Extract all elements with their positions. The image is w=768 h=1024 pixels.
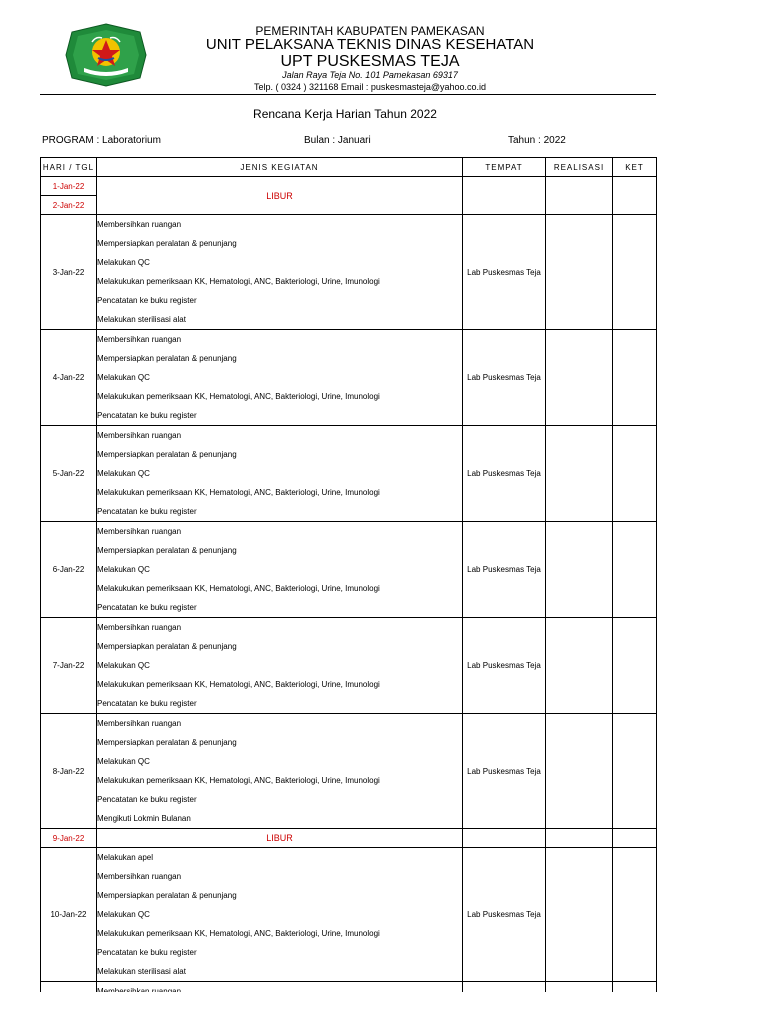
work-plan-table — [40, 157, 657, 1021]
activity-item: Mempersiapkan peralatan & penunjang — [97, 738, 237, 747]
activity-item: Melakukukan pemeriksaan KK, Hematologi, ANC, Bakteriologi, Urine, Imunologi — [97, 680, 380, 689]
activity-item: Pencatatan ke buku register — [97, 507, 197, 516]
row-realization — [546, 522, 613, 618]
holiday-label: LIBUR — [266, 833, 293, 843]
row-date: 9-Jan-22 — [41, 829, 97, 848]
row-place — [463, 177, 546, 215]
row-date: 7-Jan-22 — [41, 618, 97, 714]
header-divider — [40, 94, 656, 95]
col-note-header: KET — [613, 158, 657, 177]
row-realization — [546, 848, 613, 982]
row-place: Lab Puskesmas Teja — [463, 215, 546, 330]
row-activity — [97, 426, 463, 522]
activity-item: Melakukukan pemeriksaan KK, Hematologi, ANC, Bakteriologi, Urine, Imunologi — [97, 776, 380, 785]
row-note — [613, 714, 657, 829]
row-date: 6-Jan-22 — [41, 522, 97, 618]
activity-item: Melakukan QC — [97, 910, 150, 919]
row-realization — [546, 177, 613, 215]
row-note — [613, 177, 657, 215]
row-realization — [546, 714, 613, 829]
activity-item: Mempersiapkan peralatan & penunjang — [97, 546, 237, 555]
row-activity — [97, 177, 463, 215]
activity-item: Mempersiapkan peralatan & penunjang — [97, 642, 237, 651]
col-date-header: HARI / TGL — [41, 158, 97, 177]
document-title: Rencana Kerja Harian Tahun 2022 — [253, 107, 437, 121]
activity-item: Membersihkan ruangan — [97, 431, 182, 440]
row-place: Lab Puskesmas Teja — [463, 426, 546, 522]
table-row — [41, 829, 657, 848]
row-note — [613, 618, 657, 714]
header-address: Jalan Raya Teja No. 101 Pamekasan 69317 — [282, 70, 458, 80]
activity-item: Pencatatan ke buku register — [97, 948, 197, 957]
row-activity — [97, 714, 463, 829]
row-date: 1-Jan-22 — [41, 177, 97, 196]
activity-item: Melakukukan pemeriksaan KK, Hematologi, ANC, Bakteriologi, Urine, Imunologi — [97, 277, 380, 286]
table-row — [41, 848, 657, 982]
activity-item: Melakukan apel — [97, 853, 154, 862]
activity-item: Membersihkan ruangan — [97, 220, 182, 229]
row-note — [613, 215, 657, 330]
activity-item: Membersihkan ruangan — [97, 623, 182, 632]
activity-item: Melakukukan pemeriksaan KK, Hematologi, ANC, Bakteriologi, Urine, Imunologi — [97, 392, 380, 401]
row-realization — [546, 829, 613, 848]
activity-item: Melakukukan pemeriksaan KK, Hematologi, ANC, Bakteriologi, Urine, Imunologi — [97, 929, 380, 938]
table-row — [41, 215, 657, 330]
row-date: 2-Jan-22 — [41, 196, 97, 215]
row-activity — [97, 618, 463, 714]
table-row — [41, 330, 657, 426]
row-note — [613, 848, 657, 982]
header-contact: Telp. ( 0324 ) 321168 Email : puskesmasteja@yahoo.co.id — [253, 82, 487, 92]
meta-year: Tahun : 2022 — [508, 135, 566, 146]
activity-item: Melakukan QC — [97, 565, 150, 574]
row-date: 4-Jan-22 — [41, 330, 97, 426]
table-row — [41, 714, 657, 829]
col-place-header: TEMPAT — [463, 158, 546, 177]
activity-item: Mempersiapkan peralatan & penunjang — [97, 354, 237, 363]
col-realization-header: REALISASI — [546, 158, 613, 177]
row-note — [613, 522, 657, 618]
row-date: 8-Jan-22 — [41, 714, 97, 829]
row-note — [613, 330, 657, 426]
activity-item: Melakukan QC — [97, 373, 150, 382]
activity-item: Pencatatan ke buku register — [97, 603, 197, 612]
activity-item: Mempersiapkan peralatan & penunjang — [97, 450, 237, 459]
activity-item: Melakukukan pemeriksaan KK, Hematologi, ANC, Bakteriologi, Urine, Imunologi — [97, 584, 380, 593]
row-place: Lab Puskesmas Teja — [463, 848, 546, 982]
row-activity — [97, 848, 463, 982]
table-row — [41, 522, 657, 618]
table-header-row — [41, 158, 657, 177]
row-activity — [97, 522, 463, 618]
pamekasan-regency-emblem-icon — [62, 22, 150, 88]
meta-month: Bulan : Januari — [304, 135, 371, 146]
row-date: 5-Jan-22 — [41, 426, 97, 522]
row-date: 10-Jan-22 — [41, 848, 97, 982]
activity-item: Melakukan QC — [97, 757, 150, 766]
activity-item: Melakukan QC — [97, 661, 150, 670]
row-place — [463, 829, 546, 848]
activity-item: Pencatatan ke buku register — [97, 795, 197, 804]
activity-item: Membersihkan ruangan — [97, 872, 182, 881]
header-puskesmas: UPT PUSKESMAS TEJA — [280, 53, 460, 70]
row-date: 3-Jan-22 — [41, 215, 97, 330]
activity-item: Pencatatan ke buku register — [97, 699, 197, 708]
row-realization — [546, 215, 613, 330]
holiday-label: LIBUR — [266, 190, 293, 201]
activity-item: Melakukan sterilisasi alat — [97, 315, 186, 324]
row-note — [613, 829, 657, 848]
activity-item: Pencatatan ke buku register — [97, 411, 197, 420]
table-row — [41, 177, 657, 196]
page-bottom-margin — [0, 992, 768, 1024]
activity-item: Membersihkan ruangan — [97, 335, 182, 344]
row-activity — [97, 829, 463, 848]
row-place: Lab Puskesmas Teja — [463, 330, 546, 426]
activity-item: Melakukan QC — [97, 469, 150, 478]
row-realization — [546, 330, 613, 426]
activity-item: Pencatatan ke buku register — [97, 296, 197, 305]
activity-item: Membersihkan ruangan — [97, 719, 182, 728]
header-government: PEMERINTAH KABUPATEN PAMEKASAN — [255, 24, 485, 38]
col-activity-header: JENIS KEGIATAN — [97, 158, 463, 177]
activity-item: Membersihkan ruangan — [97, 527, 182, 536]
activity-item: Melakukan QC — [97, 258, 150, 267]
row-activity — [97, 330, 463, 426]
meta-program: PROGRAM : Laboratorium — [42, 135, 161, 146]
row-realization — [546, 426, 613, 522]
activity-item: Melakukan sterilisasi alat — [97, 967, 186, 976]
row-realization — [546, 618, 613, 714]
activity-item: Melakukukan pemeriksaan KK, Hematologi, ANC, Bakteriologi, Urine, Imunologi — [97, 488, 380, 497]
row-place: Lab Puskesmas Teja — [463, 714, 546, 829]
row-note — [613, 426, 657, 522]
activity-item: Mempersiapkan peralatan & penunjang — [97, 891, 237, 900]
row-activity — [97, 215, 463, 330]
activity-item: Mempersiapkan peralatan & penunjang — [97, 239, 237, 248]
header-unit: UNIT PELAKSANA TEKNIS DINAS KESEHATAN — [205, 36, 535, 53]
row-place: Lab Puskesmas Teja — [463, 522, 546, 618]
activity-item: Mengikuti Lokmin Bulanan — [97, 814, 191, 823]
table-row — [41, 618, 657, 714]
table-row — [41, 426, 657, 522]
row-place: Lab Puskesmas Teja — [463, 618, 546, 714]
